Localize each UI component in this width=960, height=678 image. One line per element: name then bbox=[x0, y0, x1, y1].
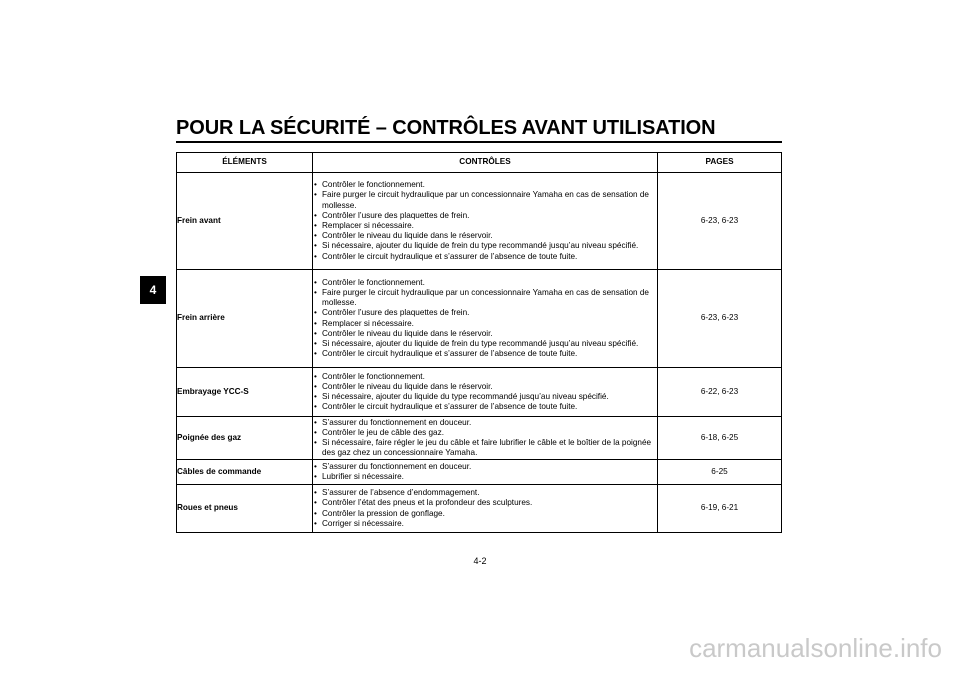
check-item: • Contrôler le circuit hydraulique et s’assurer de l’absence de toute fuite. bbox=[313, 252, 657, 262]
check-item: • S’assurer du fonctionnement en douceur. bbox=[313, 418, 657, 428]
row-checks bbox=[313, 485, 658, 533]
header-controls: CONTRÔLES bbox=[313, 153, 658, 173]
check-item: • Contrôler le jeu de câble des gaz. bbox=[313, 428, 657, 438]
check-item: • Si nécessaire, ajouter du liquide de frein du type recommandé jusqu’au niveau spécifié. bbox=[313, 241, 657, 251]
header-pages: PAGES bbox=[658, 153, 782, 173]
table-row bbox=[177, 460, 782, 485]
row-checks bbox=[313, 368, 658, 417]
check-item: • Contrôler le niveau du liquide dans le réservoir. bbox=[313, 231, 657, 241]
check-list bbox=[313, 488, 657, 529]
row-checks bbox=[313, 417, 658, 460]
row-checks bbox=[313, 270, 658, 368]
check-item: • Faire purger le circuit hydraulique par un concessionnaire Yamaha en cas de sensation de mollesse. bbox=[313, 190, 657, 210]
check-item: • Contrôler l’usure des plaquettes de frein. bbox=[313, 211, 657, 221]
table-header-row bbox=[177, 153, 782, 173]
check-list bbox=[313, 372, 657, 413]
page-title: POUR LA SÉCURITÉ – CONTRÔLES AVANT UTILISATION bbox=[176, 117, 716, 139]
check-item: • Contrôler la pression de gonflage. bbox=[313, 509, 657, 519]
row-pages: 6-18, 6-25 bbox=[658, 417, 782, 460]
row-item: Câbles de commande bbox=[177, 460, 313, 485]
check-list bbox=[313, 418, 657, 459]
check-item: • Contrôler le circuit hydraulique et s’assurer de l’absence de toute fuite. bbox=[313, 349, 657, 359]
check-item: • Contrôler le niveau du liquide dans le réservoir. bbox=[313, 329, 657, 339]
row-pages: 6-23, 6-23 bbox=[658, 270, 782, 368]
row-item: Frein arrière bbox=[177, 270, 313, 368]
check-item: • Si nécessaire, ajouter du liquide du type recommandé jusqu’au niveau spécifié. bbox=[313, 392, 657, 402]
check-item: • Contrôler l’usure des plaquettes de frein. bbox=[313, 308, 657, 318]
page-number: 4-2 bbox=[473, 556, 487, 566]
check-item: • Remplacer si nécessaire. bbox=[313, 319, 657, 329]
check-item: • Contrôler le circuit hydraulique et s’assurer de l’absence de toute fuite. bbox=[313, 402, 657, 412]
row-checks bbox=[313, 173, 658, 270]
check-item: • Faire purger le circuit hydraulique par un concessionnaire Yamaha en cas de sensation de mollesse. bbox=[313, 288, 657, 308]
check-item: • Contrôler le fonctionnement. bbox=[313, 180, 657, 190]
row-pages: 6-19, 6-21 bbox=[658, 485, 782, 533]
check-item: • Contrôler le niveau du liquide dans le réservoir. bbox=[313, 382, 657, 392]
check-item: • S’assurer du fonctionnement en douceur. bbox=[313, 462, 657, 472]
check-item: • Corriger si nécessaire. bbox=[313, 519, 657, 529]
row-item: Roues et pneus bbox=[177, 485, 313, 533]
table-row bbox=[177, 270, 782, 368]
row-checks bbox=[313, 460, 658, 485]
watermark: carmanualsonline.info bbox=[689, 633, 942, 663]
check-item: • Si nécessaire, faire régler le jeu du câble et faire lubrifier le câble et le boîtier de la poignée des gaz chez un concessionnaire Yamaha. bbox=[313, 438, 657, 458]
row-pages: 6-25 bbox=[658, 460, 782, 485]
row-pages: 6-23, 6-23 bbox=[658, 173, 782, 270]
check-item: • Contrôler l’état des pneus et la profondeur des sculptures. bbox=[313, 498, 657, 508]
table-body bbox=[177, 173, 782, 533]
row-item: Embrayage YCC-S bbox=[177, 368, 313, 417]
check-item: • Remplacer si nécessaire. bbox=[313, 221, 657, 231]
check-item: • Si nécessaire, ajouter du liquide de frein du type recommandé jusqu’au niveau spécifié. bbox=[313, 339, 657, 349]
title-underline bbox=[176, 141, 782, 143]
check-item: • S’assurer de l’absence d’endommagement. bbox=[313, 488, 657, 498]
check-item: • Contrôler le fonctionnement. bbox=[313, 372, 657, 382]
check-list bbox=[313, 462, 657, 482]
row-item: Frein avant bbox=[177, 173, 313, 270]
table-row bbox=[177, 173, 782, 270]
header-elements: ÉLÉMENTS bbox=[177, 153, 313, 173]
table-row bbox=[177, 485, 782, 533]
check-item: • Lubrifier si nécessaire. bbox=[313, 472, 657, 482]
row-item: Poignée des gaz bbox=[177, 417, 313, 460]
check-item: • Contrôler le fonctionnement. bbox=[313, 278, 657, 288]
table-row bbox=[177, 417, 782, 460]
chapter-tab: 4 bbox=[140, 276, 166, 304]
pre-operation-check-table bbox=[176, 152, 782, 533]
check-list bbox=[313, 278, 657, 360]
check-list bbox=[313, 180, 657, 262]
row-pages: 6-22, 6-23 bbox=[658, 368, 782, 417]
table-row bbox=[177, 368, 782, 417]
